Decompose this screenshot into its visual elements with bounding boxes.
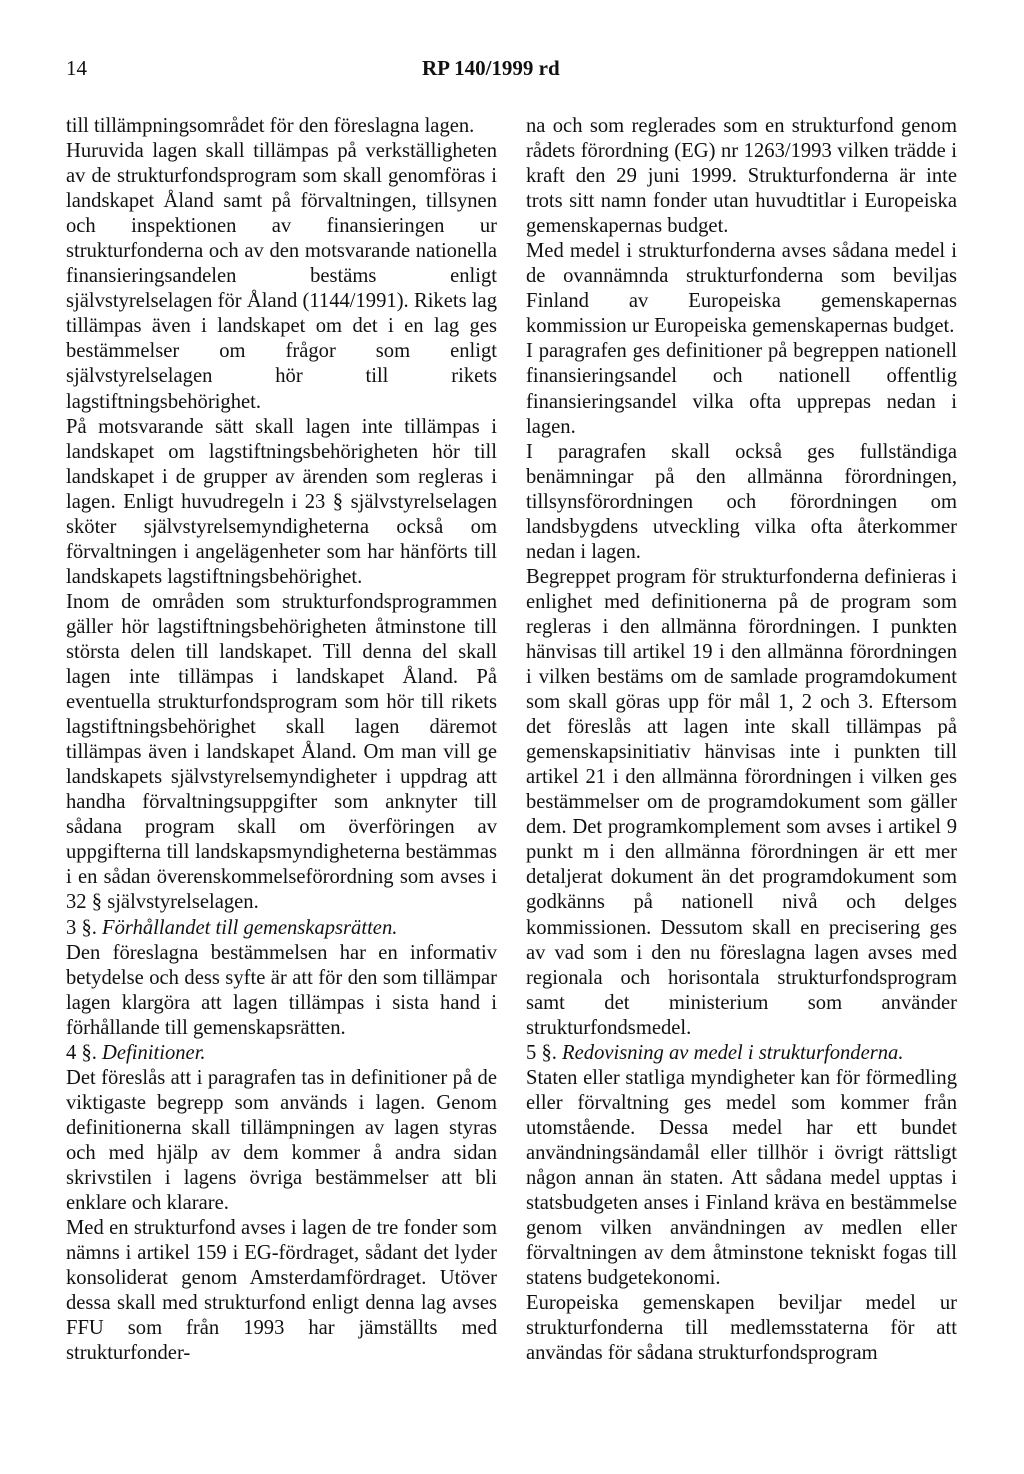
section-number: 4 §. xyxy=(66,1041,97,1064)
paragraph: till tillämpningsområdet för den föreslagna lagen. xyxy=(66,115,475,137)
paragraph: Det föreslås att i paragrafen tas in definitioner på de viktigaste begrepp som används i lagen. Genom definitionerna skall tillämpningen av lagen styras och med hjälp av dem kommer å andra sidan skrivstilen i lagens övriga bestämmelser att bli enklare och klarare. xyxy=(66,1066,497,1215)
section-title: Definitioner. xyxy=(102,1041,206,1064)
section-heading xyxy=(66,1041,497,1066)
right-column xyxy=(526,114,957,1366)
paragraph: Staten eller statliga myndigheter kan för förmedling eller förvaltning ges medel som kommer från utomstående. Dessa medel har ett bundet användningsändamål eller tillhör i övrigt rättsligt någon annan än staten. Att sådana medel upptas i statsbudgeten anses i Finland kräva en bestämmelse genom vilken användningen av medlen eller förvaltningen av dem åtminstone tekniskt fogas till statens budgetekonomi. xyxy=(526,1066,957,1290)
paragraph: Med medel i strukturfonderna avses sådana medel i de ovannämnda strukturfonderna som beviljas Finland av Europeiska gemenskapernas kommission ur Europeiska gemenskapernas budget. xyxy=(526,240,957,338)
document-reference: RP 140/1999 rd xyxy=(422,56,560,80)
section-heading xyxy=(66,916,497,941)
section-title: Redovisning av medel i strukturfonderna. xyxy=(562,1041,904,1064)
left-column xyxy=(66,114,497,1366)
section-number: 3 §. xyxy=(66,916,97,939)
section-title: Förhållandet till gemenskapsrätten. xyxy=(102,916,398,939)
paragraph: I paragrafen skall också ges fullständiga benämningar på den allmänna förordningen, tillsynsförordningen och förordningen om landsbygdens utveckling vilka ofta återkommer nedan i lagen. xyxy=(526,440,957,563)
paragraph: Europeiska gemenskapen beviljar medel ur strukturfonderna till medlemsstaterna för att användas för sådana strukturfondsprogram xyxy=(526,1292,957,1365)
paragraph: Begreppet program för strukturfonderna definieras i enlighet med definitionerna på de program som regleras i den allmänna förordningen. I punkten hänvisas till artikel 19 i den allmänna förordningen i vilken bestäms om de samlade programdokument som skall göras upp för mål 1, 2 och 3. Eftersom det föreslås att lagen inte skall tillämpas på gemenskapsinitiativ hänvisas inte i punkten till artikel 21 i den allmänna förordningen i vilken ges bestämmelser om de programdokument som gäller dem. Det programkomplement som avses i artikel 9 punkt m i den allmänna förordningen är ett mer detaljerat dokument än det programdokument som godkänns på nationell nivå och delges kommissionen. Dessutom skall en precisering ges av vad som i den nu föreslagna lagen avses med regionala och horisontala strukturfondsprogram samt det ministerium som använder strukturfondsmedel. xyxy=(526,565,957,1039)
section-heading xyxy=(526,1041,957,1066)
paragraph: Huruvida lagen skall tillämpas på verkställigheten av de strukturfondsprogram som skall genomföras i landskapet Åland samt på förvaltningen, tillsynen och inspektionen av finansieringen ur strukturfonderna och av den motsvarande nationella finansieringsandelen bestäms enligt självstyrelselagen för Åland (1144/1991). Rikets lag tillämpas även i landskapet om det i en lag ges bestämmelser om frågor som enligt självstyrelselagen hör till rikets lagstiftningsbehörighet. xyxy=(66,140,497,413)
page-number: 14 xyxy=(66,56,87,80)
paragraph: Inom de områden som strukturfondsprogrammen gäller hör lagstiftningsbehörigheten åtminstone till största delen till landskapet. Till denna del skall lagen inte tillämpas i landskapet Åland. På eventuella strukturfondsprogram som hör till rikets lagstiftningsbehörighet skall lagen däremot tillämpas även i landskapet Åland. Om man vill ge landskapets självstyrelsemyndigheter i uppdrag att handha förvaltningsuppgifter som anknyter till sådana program skall om överföringen av uppgifterna till landskapsmyndigheterna bestämmas i en sådan överenskommelseförordning som avses i 32 § självstyrelselagen. xyxy=(66,590,497,914)
paragraph: På motsvarande sätt skall lagen inte tillämpas i landskapet om lagstiftningsbehörigheten hör till landskapet i de grupper av ärenden som regleras i lagen. Enligt huvudregeln i 23 § självstyrelselagen sköter självstyrelsemyndigheterna också om förvaltningen i angelägenheter som har hänförts till landskapets lagstiftningsbehörighet. xyxy=(66,415,497,588)
paragraph: Med en strukturfond avses i lagen de tre fonder som nämns i artikel 159 i EG-fördraget, sådant det lyder konsoliderat genom Amsterdamfördraget. Utöver dessa skall med strukturfond enligt denna lag avses FFU som från 1993 har jämställts med strukturfonder- xyxy=(66,1217,497,1365)
paragraph: na och som reglerades som en strukturfond genom rådets förordning (EG) nr 1263/1993 vilken trädde i kraft den 29 juni 1999. Strukturfonderna är inte trots sitt namn fonder utan huvudtitlar i Europeiska gemenskapernas budget. xyxy=(526,115,957,238)
paragraph: I paragrafen ges definitioner på begreppen nationell finansieringsandel och nationell offentlig finansieringsandel vilka ofta upprepas nedan i lagen. xyxy=(526,340,957,438)
section-number: 5 §. xyxy=(526,1041,557,1064)
paragraph: Den föreslagna bestämmelsen har en informativ betydelse och dess syfte är att för den som tillämpar lagen klargöra att lagen tillämpas i sista hand i förhållande till gemenskapsrätten. xyxy=(66,941,497,1039)
